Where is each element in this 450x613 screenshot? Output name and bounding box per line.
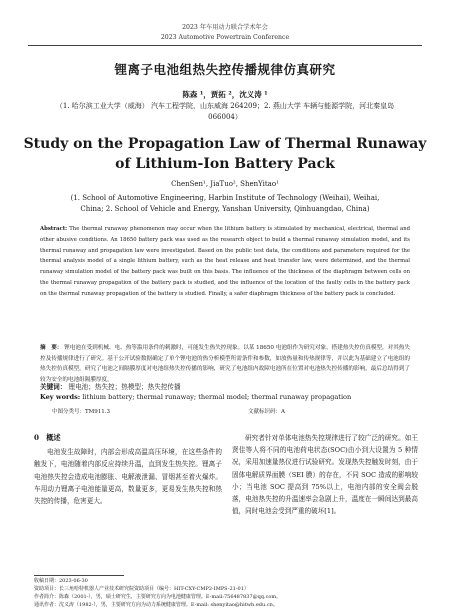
- abstract-cn: [40, 343, 410, 385]
- abstract-en: [40, 224, 410, 300]
- header-rule: [28, 45, 422, 46]
- document-code: 文献标识码：A: [248, 409, 285, 415]
- title-en-line1: Study on the Propagation Law of Thermal Runaway: [23, 136, 427, 152]
- title-en: [0, 134, 450, 174]
- keywords-en-text: lithium battery; thermal runaway; thermal model; thermal runaway propagation: [82, 393, 352, 401]
- keywords-en-label: Key words:: [40, 393, 81, 401]
- affiliation-en: (1. School of Automotive Engineering, Harbin Institute of Technology (Weihai), Weihai, China; 2. School of Vehicle and Energy, Yanshan University, Qinhuangdao, China): [70, 194, 380, 213]
- footnote-received: 收稿日期：2023-06-30: [34, 578, 88, 584]
- title-en-line2: of Lithium-Ion Battery Pack: [115, 156, 335, 172]
- abstract-cn-label: 摘 要：: [40, 345, 63, 351]
- conference-name-cn: 2023 年车用动力联合学术年会: [182, 24, 268, 31]
- abstract-cn-text: 锂电池在受到机械、电、热等滥用条件的刺激时，可能发生热失控现象。以某 18650 电池组作为研究对象，搭建热失控仿真模型，对其热失控及传播规律进行了研究。基于公开试验数据确定了单个锂电池的热分析模型所需条件和参数，如放热量和传热规律等，并以此为基础建立了电池组的热失控仿真模型。研究了电池之间隔膜厚度对电池组热失控传播的影响，研究了电池组内故障电池所在位置对电池热失控传播的影响，最后总结得到了较为安全的电池组隔膜厚度。: [40, 345, 410, 383]
- conference-name-en: 2023 Automotive Powertrain Conference: [160, 34, 290, 41]
- clc-number: 中图分类号：TM911.3: [52, 409, 111, 415]
- keywords-cn: [40, 381, 410, 391]
- title-cn: 锂离子电池组热失控传播规律仿真研究: [114, 62, 336, 77]
- footnote-fund: 资助项目：长三角哈特机器人产业技术研究院资助项目（编号：HIT-CXY-CMP2-IMPS-21-01）: [34, 586, 249, 592]
- keywords-cn-label: 关键词：: [40, 383, 67, 391]
- keywords-cn-text: 锂电池；热失控；热模型；热失控传播: [68, 383, 181, 391]
- body-column-right: [232, 432, 418, 517]
- footnote-corresponding: 通讯作者：沈义涛（1982-），男，主要研究方向为动力系统健康管理。E-mail: shenyitao@hitwh.edu.cn。: [34, 602, 278, 608]
- authors-en: ChenSen¹, JiaTuo², ShenYitao¹: [171, 180, 279, 188]
- abstract-en-label: Abstract:: [40, 226, 68, 232]
- affiliation-cn: （1. 哈尔滨工业大学（威海） 汽车工程学院，山东威海 264209；2. 燕山大学 车辆与能源学院，河北秦皇岛 066004）: [55, 102, 395, 121]
- abstract-en-text: The thermal runaway phenomenon may occur when the lithium battery is stimulated by mechanical, electrical, thermal and other abusive conditions. An 18650 battery pack was used as the research object to build a thermal runaway simulation model, and its thermal runaway and propagation law were investigated. Based on the public test data, the conditions and parameters required for the thermal analysis model of a single lithium battery, such as the heat release and heat transfer law, were determined, and the thermal runaway simulation model of the battery pack was built on this basis. The influence of the thickness of the diaphragm between cells on the thermal runaway propagation of the battery pack is studied, and the influence of the location of the faulty cells in the battery pack on the thermal runaway propagation of the battery is studied. Finally, a safer diaphragm thickness of the battery pack is concluded.: [40, 226, 410, 297]
- footnote-author: 作者简介：陈森（2001-），男，硕士研究生，主要研究方向为电池健康管理。E-mail:756487837@qq.com。: [34, 594, 282, 600]
- body-paragraph-left: 电池发生故障时，内部会形成高温高压环境，在这些条件的触发下，电池随着内部反应持续升温，直到发生热失控。锂离子电池热失控会造成电池膨胀、电解液泄漏、冒烟甚至着火爆炸。车用动力锂离子电池能量更高，数量更多，更易发生热失控和热失控的传播，危害更大。: [34, 448, 222, 506]
- section-heading: 0 概述: [34, 433, 61, 442]
- footnote-rule: [34, 575, 124, 576]
- body-column-left: [34, 432, 222, 507]
- body-paragraph-right: 研究者针对单体电池热失控规律进行了较广泛的研究。如王贤佳等人将不同的电池荷电状态(SOC)由小到大设置为 5 种情况，采用加速量热仪进行试验研究。发现热失控触发时刻，由于固体电解质界面膜（SEI 膜）的存在，不同 SOC 造成的影响较小；当电池 SOC 提高到 75%以上，电池内部的安全阀会脱落，电池热失控的升温速率会急剧上升，温度在一瞬间达到最高值，同时电池会受到严重的破坏[1]。: [232, 434, 418, 516]
- keywords-en: [40, 393, 410, 401]
- authors-cn: 陈森 ¹，贾拓 ²，沈义涛 ¹: [182, 90, 268, 99]
